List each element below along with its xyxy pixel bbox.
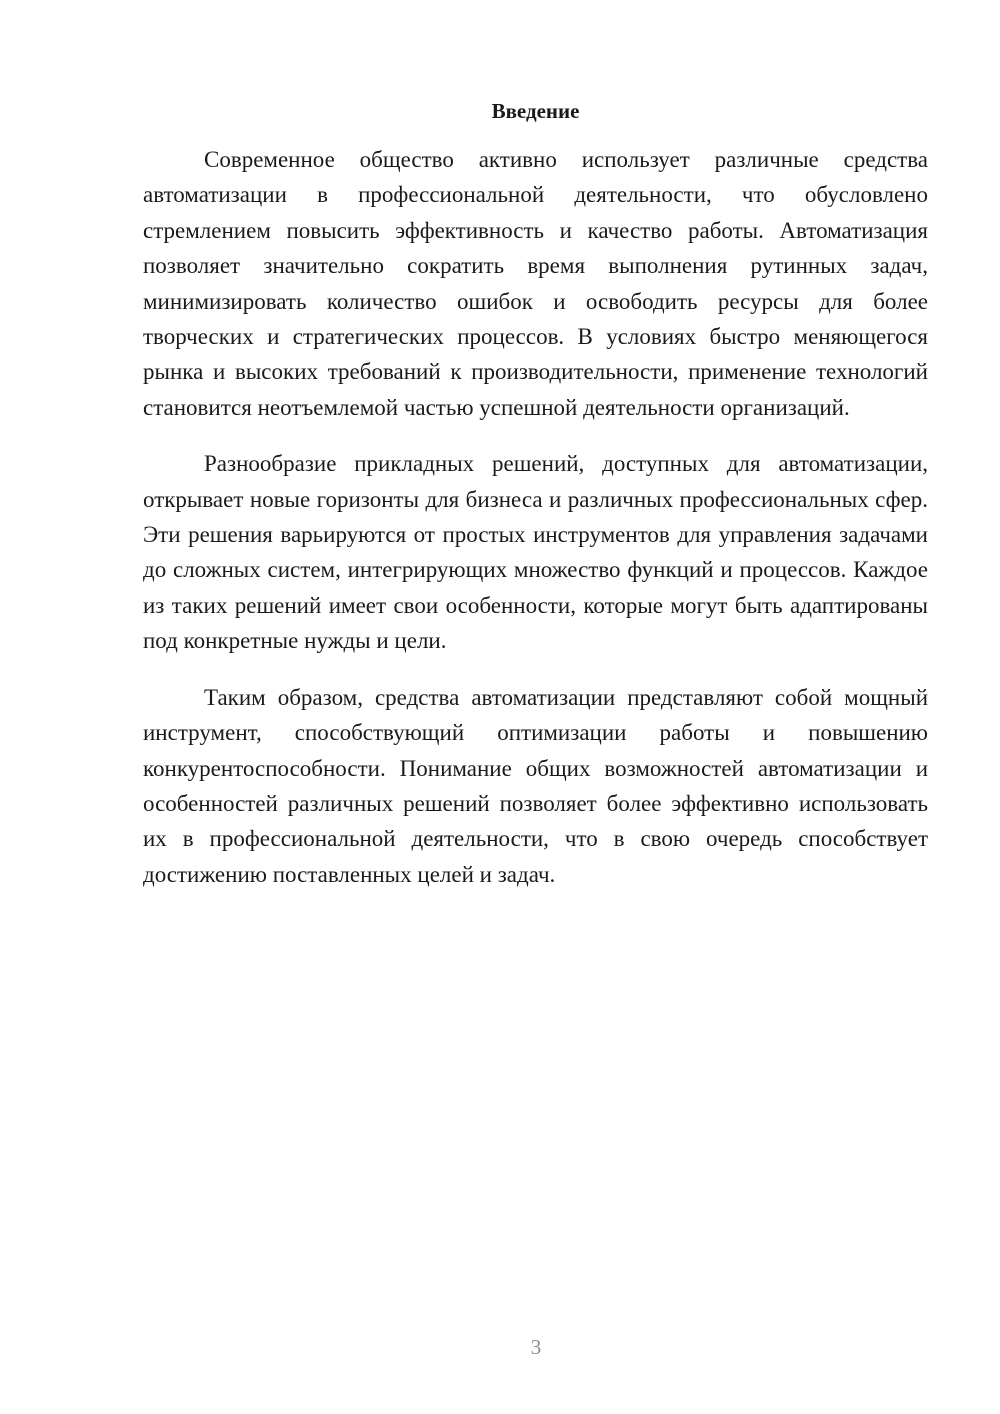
page-number: 3: [530, 1335, 542, 1359]
body-text: [143, 142, 928, 892]
paragraph-1: Современное общество активно использует различные средства автоматизации в профессиональной деятельности, что обусловлено стремлением повысить эффективность и качество работы. Автоматизация позволяет значительно сократить время выполнения рутинных задач, минимизировать количество ошибок и освободить ресурсы для более творческих и стратегических процессов. В условиях быстро меняющегося рынка и высоких требований к производительности, применение технологий становится неотъемлемой частью успешной деятельности организаций.: [143, 147, 928, 420]
paragraph-3: Таким образом, средства автоматизации представляют собой мощный инструмент, способствующий оптимизации работы и повышению конкурентоспособности. Понимание общих возможностей автоматизации и особенностей различных решений позволяет более эффективно использовать их в профессиональной деятельности, что в свою очередь способствует достижению поставленных целей и задач.: [143, 684, 928, 887]
paragraph-2: Разнообразие прикладных решений, доступных для автоматизации, открывает новые горизонты для бизнеса и различных профессиональных сфер. Эти решения варьируются от простых инструментов для управления задачами до сложных систем, интегрирующих множество функций и процессов. Каждое из таких решений имеет свои особенности, которые могут быть адаптированы под конкретные нужды и цели.: [143, 451, 928, 654]
section-title: Введение: [491, 99, 580, 123]
